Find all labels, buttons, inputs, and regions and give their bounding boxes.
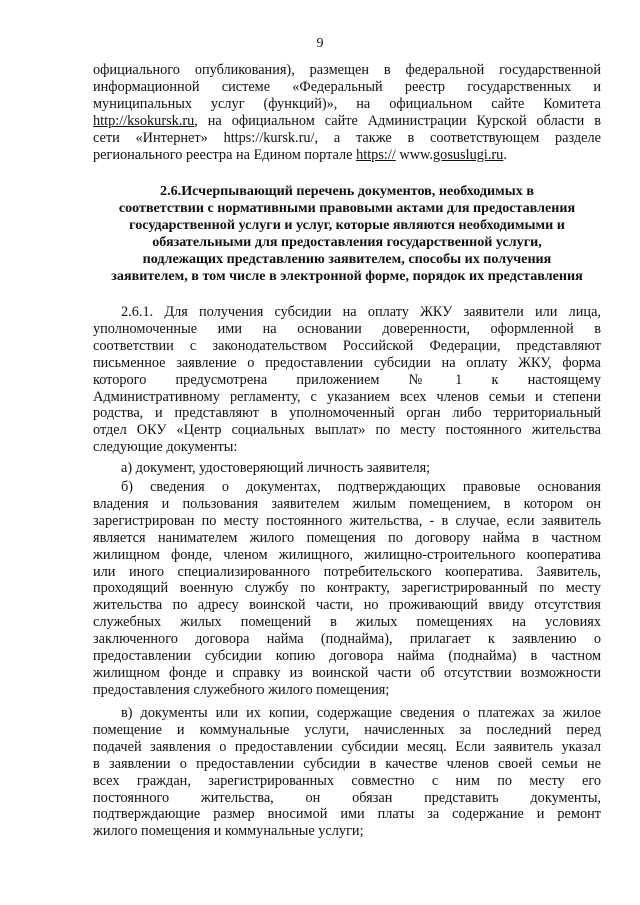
text-line: подтверждающие размер вносимой ими платы за содержание и ремонт	[93, 806, 601, 823]
text-line: Административному регламенту, с указанием всех членов семьи и степени	[93, 388, 601, 405]
intro-paragraph	[93, 62, 601, 163]
https-link[interactable]: https://	[356, 146, 396, 163]
text-line: или иного специализированного потребительского кооператива. Заявитель,	[93, 563, 601, 580]
gosuslugi-link[interactable]: gosuslugi.ru	[433, 146, 504, 163]
text-line: которого предусмотрена приложением № 1 к настоящему	[93, 371, 601, 388]
text-line: информационной системе «Федеральный реестр государственных и	[93, 78, 601, 95]
text-line: в) документы или их копии, содержащие сведения о платежах за жилое	[121, 705, 601, 721]
heading-line: заявителем, в том числе в электронной форме, порядок их представления	[111, 268, 583, 284]
text-line: уполномоченные ими на основании доверенности, оформленной в	[93, 320, 601, 337]
ksokursk-link[interactable]: http://ksokursk.ru	[93, 112, 195, 129]
text-line: проходящий военную службу по контракту, зарегистрированный по месту	[93, 580, 601, 597]
text-line: всех граждан, зарегистрированных совместно с ним по месту его	[93, 772, 601, 789]
text-line: предоставлении субсидии копию договора найма (поднайма) в частном	[93, 648, 601, 665]
paragraph-2-6-1	[93, 304, 601, 456]
text-fragment: регионального реестра на Едином портале	[93, 146, 357, 163]
text-line: официального опубликования), размещен в федеральной государственной	[93, 62, 601, 78]
text-line: служебных жилых помещений в жилых помещениях на условиях	[93, 614, 601, 631]
text-line: помещение и коммунальные услуги, начисленных за последний перед	[93, 721, 601, 738]
text-line: родства, и представляют в уполномоченный орган либо территориальный	[93, 405, 601, 422]
page-number: 9	[316, 36, 324, 51]
text-line: постоянного жительства, он обязан представить документы,	[93, 789, 601, 806]
text-line: владения и пользования заявителем жилым помещением, в котором он	[93, 495, 601, 512]
item-a	[93, 460, 601, 477]
text-line: заключенного договора найма (поднайма), прилагает к заявлению о	[93, 631, 601, 648]
section-heading	[92, 183, 602, 285]
heading-line: подлежащих представлению заявителем, способы их получения	[142, 251, 552, 267]
heading-line: 2.6.Исчерпывающий перечень документов, необходимых в	[160, 183, 534, 199]
text-line: зарегистрирован по месту постоянного жительства, - в случае, если заявитель	[93, 512, 601, 529]
heading-line: государственной услуги и услуг, которые являются необходимыми и	[129, 217, 565, 233]
text-line: жительства по адресу воинской части, но проживающий ввиду отсутствия	[93, 597, 601, 614]
text-fragment: .	[503, 146, 507, 163]
text-line	[93, 147, 601, 164]
text-line: жилищном фонде, членом жилищного, жилищно-строительного кооператива	[93, 546, 601, 563]
heading-line: обязательными для предоставления государственной услуги,	[152, 234, 542, 250]
heading-line: соответствии с нормативными правовыми актами для предоставления	[118, 200, 576, 216]
text-line: предоставления служебного жилого помещения;	[93, 681, 390, 698]
text-line: б) сведения о документах, подтверждающих правовые основания	[121, 479, 601, 495]
text-line: муниципальных услуг (функций)», на официальном сайте Комитета	[93, 95, 601, 112]
text-line: является нанимателем жилого помещения по договору найма в частном	[93, 529, 601, 546]
text-line: жилищном фонде и справку из воинской части об отсутствии возможности	[93, 664, 601, 681]
text-line: письменное заявление о предоставлении субсидии на оплату ЖКУ, форма	[93, 354, 601, 371]
text-line: жилого помещения и коммунальные услуги;	[93, 823, 364, 840]
text-line: 2.6.1. Для получения субсидии на оплату ЖКУ заявители или лица,	[121, 304, 601, 320]
text-line: сети «Интернет» https://kursk.ru/, а также в соответствующем разделе	[93, 129, 601, 146]
text-line: а) документ, удостоверяющий личность заявителя;	[121, 460, 431, 476]
item-v	[93, 705, 601, 840]
text-fragment: , на официальном сайте Администрации Курской области в	[194, 112, 601, 129]
text-line: соответствии с законодательством Российской Федерации, представляют	[93, 337, 601, 354]
text-line: следующие документы:	[93, 439, 238, 456]
item-b	[93, 479, 601, 699]
text-fragment: www.	[395, 146, 434, 163]
text-line	[93, 113, 601, 130]
text-line: отдел ОКУ «Центр социальных выплат» по месту постоянного жительства	[93, 422, 601, 439]
text-line: подачей заявления о предоставлении субсидии месяц. Если заявитель указал	[93, 738, 601, 755]
text-line: в заявлении о предоставлении субсидии в качестве членов своей семьи не	[93, 755, 601, 772]
